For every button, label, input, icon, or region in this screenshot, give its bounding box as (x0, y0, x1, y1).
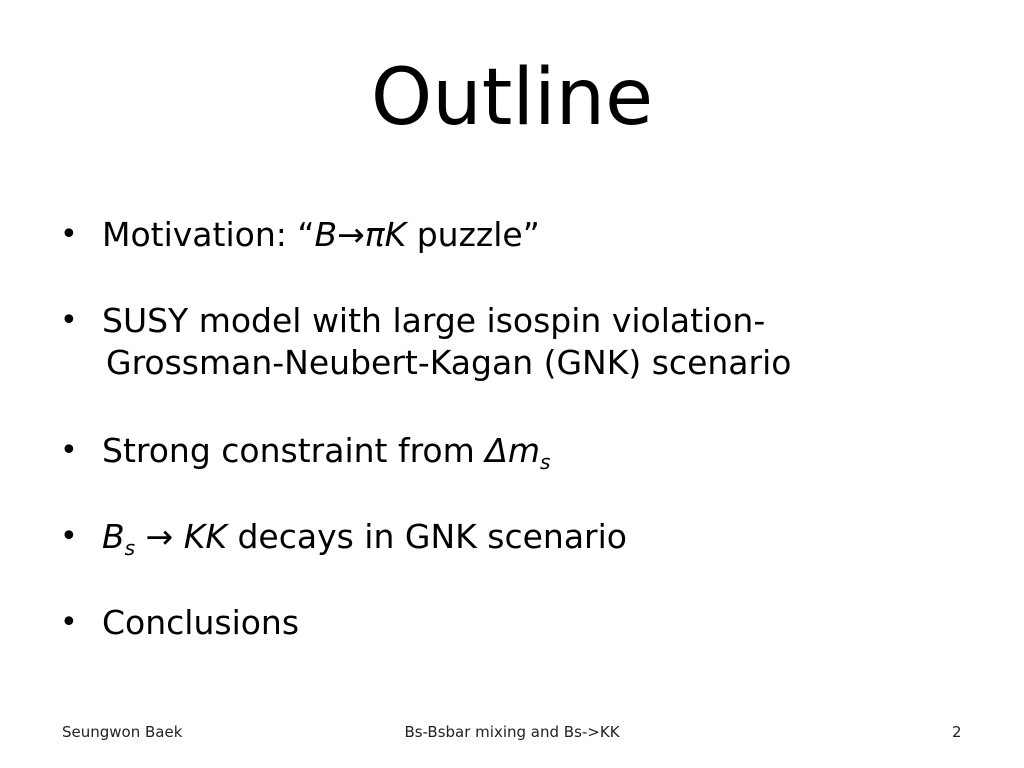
bullet-constraint-subscript: s (539, 450, 551, 474)
footer-author: Seungwon Baek (62, 723, 183, 741)
footer-topic: Bs-Bsbar mixing and Bs->KK (404, 723, 620, 741)
bullet-bs-arrow: → (135, 517, 184, 556)
bullet-conclusions-text: Conclusions (102, 603, 300, 642)
slide-title: Outline (370, 53, 654, 143)
bullet-list (58, 214, 998, 688)
bullet-bs-kk-math: KK (183, 517, 227, 556)
bullet-motivation-suffix: puzzle” (406, 215, 540, 254)
bullet-susy-model (58, 300, 998, 384)
bullet-bs-suffix: decays in GNK scenario (226, 517, 627, 556)
footer-page-number: 2 (952, 723, 962, 741)
bullet-conclusions (58, 602, 998, 644)
bullet-bs-subscript: s (124, 536, 136, 560)
bullet-motivation (58, 214, 998, 256)
bullet-constraint (58, 430, 998, 472)
bullet-susy-line2: Grossman-Neubert-Kagan (GNK) scenario (106, 343, 792, 382)
bullet-motivation-prefix: Motivation: “ (102, 215, 315, 254)
bullet-motivation-math: B→πK (314, 215, 407, 254)
bullet-bs-kk (58, 516, 998, 558)
bullet-bs-math: B (102, 517, 125, 556)
bullet-constraint-math: Δm (485, 431, 540, 470)
bullet-susy-line1: SUSY model with large isospin violation- (102, 301, 766, 340)
bullet-constraint-prefix: Strong constraint from (102, 431, 486, 470)
